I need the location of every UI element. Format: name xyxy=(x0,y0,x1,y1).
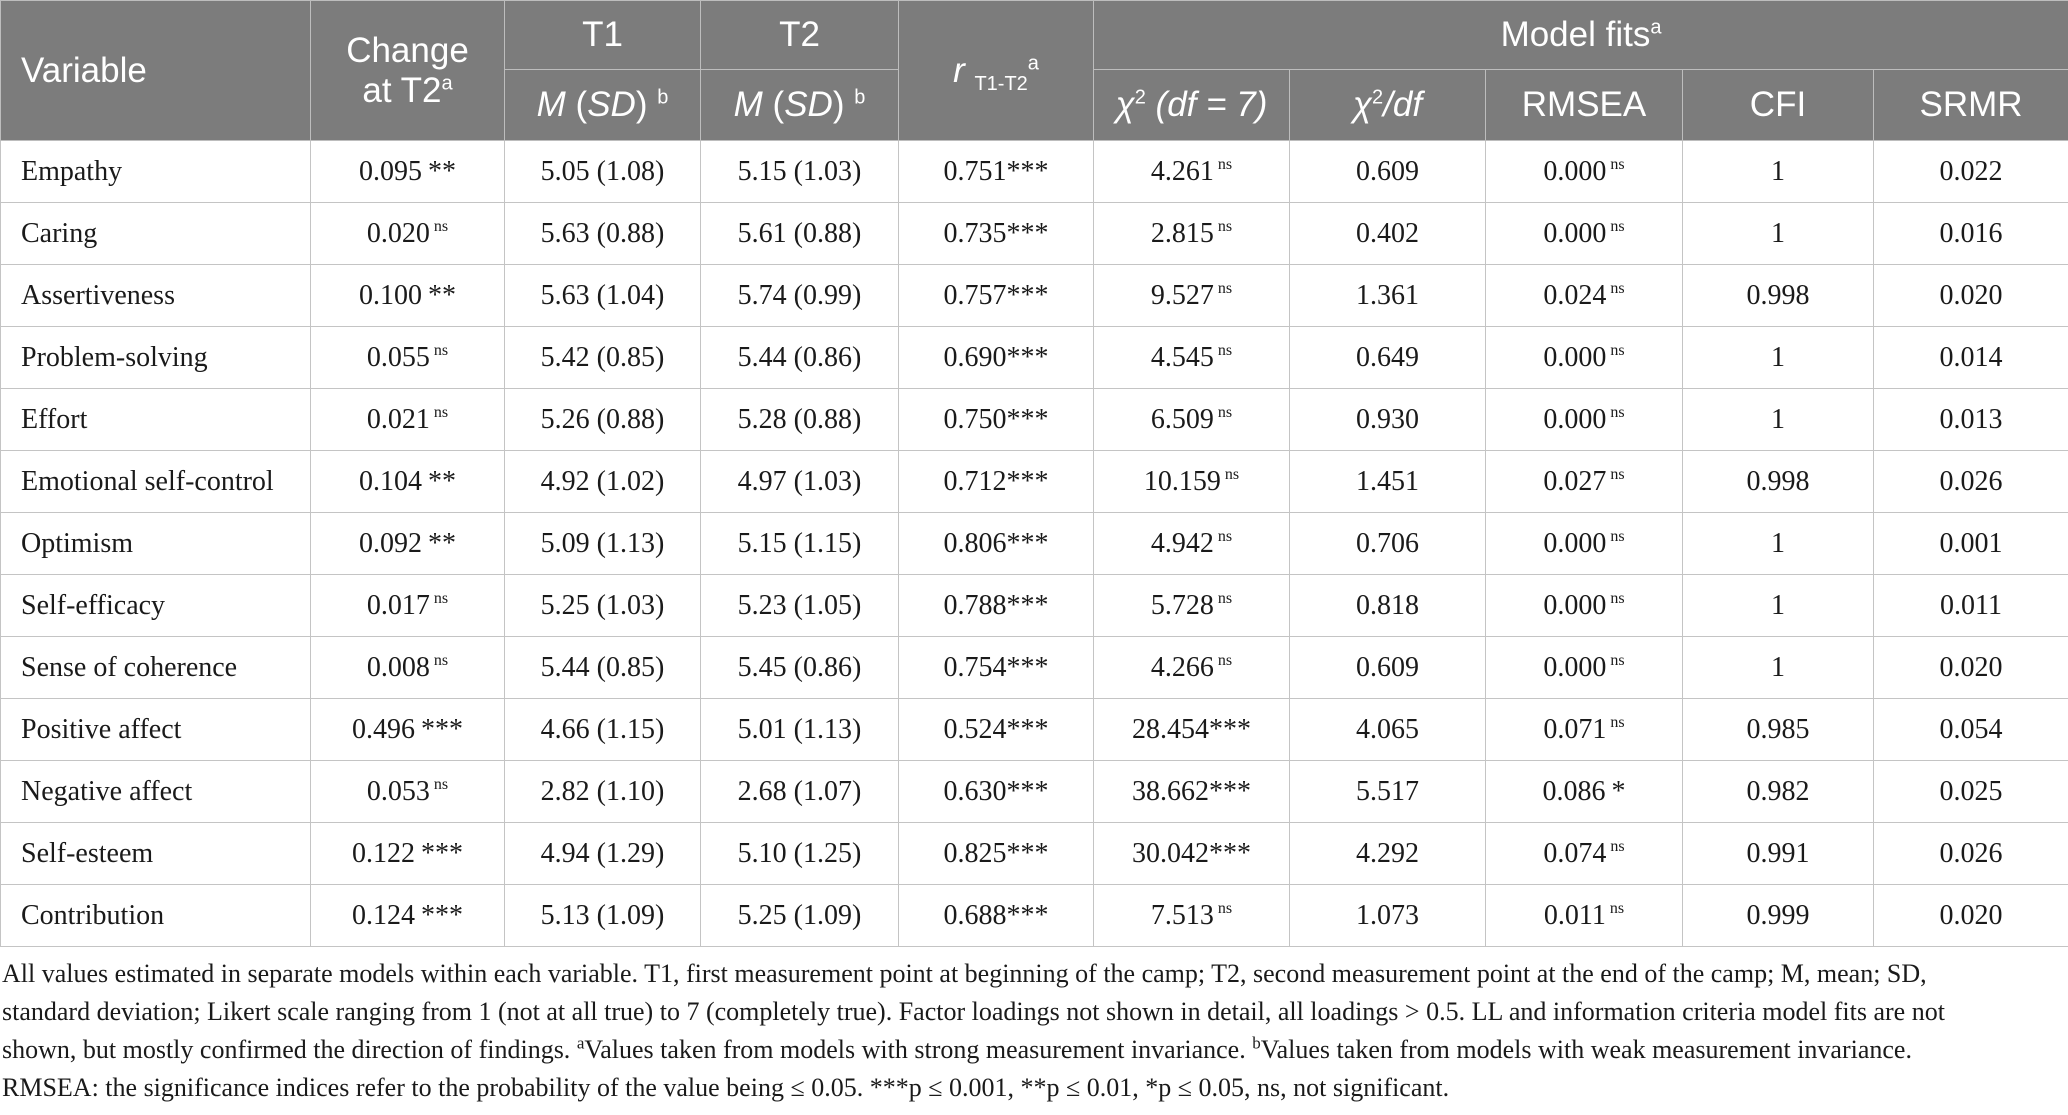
cell-srmr: 0.022 xyxy=(1874,141,2068,203)
cell-change xyxy=(311,823,505,885)
rmsea-value: 0.000 xyxy=(1543,155,1607,187)
significance-marker: ns xyxy=(1610,404,1625,422)
header-model-fits: Model fits$^a$ xyxy=(1094,1,2068,70)
significance-marker: ns xyxy=(1224,466,1240,484)
table-row xyxy=(1,699,2068,761)
cell-chi2 xyxy=(1094,451,1290,513)
change-value: 0.092 xyxy=(359,527,422,559)
cell-t2: 5.44 (0.86) xyxy=(701,327,899,389)
significance-marker: *** xyxy=(1209,713,1251,745)
significance-marker: ns xyxy=(433,776,449,794)
cell-t1: 2.82 (1.10) xyxy=(505,761,701,823)
chi2-value: 2.815 xyxy=(1150,217,1214,249)
cell-variable: Sense of coherence xyxy=(1,637,311,699)
cell-srmr: 0.014 xyxy=(1874,327,2068,389)
rmsea-value: 0.086 xyxy=(1542,775,1606,807)
cell-chi2 xyxy=(1094,637,1290,699)
significance-marker: ns xyxy=(1610,280,1625,298)
cell-r: 0.754*** xyxy=(899,637,1094,699)
change-value: 0.095 xyxy=(359,155,422,187)
cell-t1: 4.66 (1.15) xyxy=(505,699,701,761)
significance-marker: *** xyxy=(1209,775,1251,807)
cell-cfi: 1 xyxy=(1683,575,1874,637)
cell-chi2-df: 0.649 xyxy=(1290,327,1486,389)
cell-srmr: 0.011 xyxy=(1874,575,2068,637)
cell-cfi: 0.982 xyxy=(1683,761,1874,823)
significance-marker: *** xyxy=(421,837,463,869)
cell-cfi: 1 xyxy=(1683,327,1874,389)
cell-srmr: 0.020 xyxy=(1874,885,2068,947)
rmsea-value: 0.027 xyxy=(1543,465,1607,497)
cell-change xyxy=(311,141,505,203)
cell-variable: Optimism xyxy=(1,513,311,575)
chi2-value: 10.159 xyxy=(1143,465,1221,497)
change-value: 0.124 xyxy=(352,899,415,931)
header-t1: T1 xyxy=(505,1,701,70)
cell-cfi: 0.985 xyxy=(1683,699,1874,761)
significance-marker: ns xyxy=(433,652,449,670)
cell-chi2 xyxy=(1094,141,1290,203)
cell-srmr: 0.020 xyxy=(1874,265,2068,327)
cell-srmr: 0.001 xyxy=(1874,513,2068,575)
cell-t2: 4.97 (1.03) xyxy=(701,451,899,513)
cell-cfi: 0.998 xyxy=(1683,451,1874,513)
cell-srmr: 0.026 xyxy=(1874,451,2068,513)
cell-t2: 5.15 (1.03) xyxy=(701,141,899,203)
cell-rmsea xyxy=(1486,327,1683,389)
cell-srmr: 0.020 xyxy=(1874,637,2068,699)
header-variable: Variable xyxy=(1,1,311,141)
rmsea-value: 0.024 xyxy=(1543,279,1607,311)
cell-cfi: 0.999 xyxy=(1683,885,1874,947)
cell-chi2 xyxy=(1094,203,1290,265)
cell-rmsea xyxy=(1486,265,1683,327)
cell-change xyxy=(311,885,505,947)
change-value: 0.021 xyxy=(366,403,430,435)
cell-t1: 5.42 (0.85) xyxy=(505,327,701,389)
table-row xyxy=(1,327,2068,389)
change-value: 0.020 xyxy=(366,217,430,249)
chi2-value: 4.266 xyxy=(1150,651,1214,683)
rmsea-value: 0.000 xyxy=(1543,341,1607,373)
significance-marker: ns xyxy=(1610,714,1625,732)
table-row xyxy=(1,823,2068,885)
table-row xyxy=(1,885,2068,947)
cell-rmsea xyxy=(1486,637,1683,699)
cell-t1: 5.44 (0.85) xyxy=(505,637,701,699)
chi2-value: 4.545 xyxy=(1150,341,1214,373)
cell-t2: 2.68 (1.07) xyxy=(701,761,899,823)
significance-marker: ns xyxy=(433,590,449,608)
cell-chi2-df: 4.065 xyxy=(1290,699,1486,761)
cell-chi2-df: 0.930 xyxy=(1290,389,1486,451)
cell-cfi: 1 xyxy=(1683,637,1874,699)
cell-r: 0.712*** xyxy=(899,451,1094,513)
cell-variable: Caring xyxy=(1,203,311,265)
cell-t2: 5.61 (0.88) xyxy=(701,203,899,265)
cell-t2: 5.28 (0.88) xyxy=(701,389,899,451)
cell-r: 0.524*** xyxy=(899,699,1094,761)
cell-variable: Emotional self-control xyxy=(1,451,311,513)
header-cfi: CFI xyxy=(1683,70,1874,141)
cell-cfi: 0.998 xyxy=(1683,265,1874,327)
header-change: Change at T2$^a$ xyxy=(311,1,505,141)
cell-change xyxy=(311,513,505,575)
cell-srmr: 0.013 xyxy=(1874,389,2068,451)
table-row xyxy=(1,389,2068,451)
significance-marker: *** xyxy=(421,899,463,931)
cell-t1: 5.09 (1.13) xyxy=(505,513,701,575)
significance-marker: ns xyxy=(1217,590,1233,608)
cell-chi2-df: 0.706 xyxy=(1290,513,1486,575)
change-value: 0.104 xyxy=(359,465,422,497)
cell-variable: Self-efficacy xyxy=(1,575,311,637)
table-row xyxy=(1,203,2068,265)
significance-marker: ns xyxy=(1610,652,1625,670)
cell-t1: 5.63 (1.04) xyxy=(505,265,701,327)
chi2-value: 38.662 xyxy=(1132,775,1209,807)
significance-marker: ns xyxy=(1217,900,1233,918)
cell-rmsea xyxy=(1486,451,1683,513)
cell-change xyxy=(311,203,505,265)
significance-marker: ns xyxy=(1610,528,1625,546)
significance-marker: ns xyxy=(1217,404,1233,422)
rmsea-value: 0.000 xyxy=(1543,527,1607,559)
change-value: 0.122 xyxy=(352,837,415,869)
cell-r: 0.825*** xyxy=(899,823,1094,885)
cell-t2: 5.15 (1.15) xyxy=(701,513,899,575)
header-chi2: $\chi^2$ (df = 7) xyxy=(1094,70,1290,141)
cell-t1: 5.13 (1.09) xyxy=(505,885,701,947)
cell-t2: 5.23 (1.05) xyxy=(701,575,899,637)
rmsea-value: 0.000 xyxy=(1543,651,1607,683)
cell-t2: 5.25 (1.09) xyxy=(701,885,899,947)
cell-t1: 5.63 (0.88) xyxy=(505,203,701,265)
cell-rmsea xyxy=(1486,885,1683,947)
cell-change xyxy=(311,327,505,389)
significance-marker: ns xyxy=(1217,280,1233,298)
cell-cfi: 1 xyxy=(1683,141,1874,203)
cell-variable: Contribution xyxy=(1,885,311,947)
cell-t1: 5.26 (0.88) xyxy=(505,389,701,451)
significance-marker: ns xyxy=(1610,838,1625,856)
cell-chi2 xyxy=(1094,513,1290,575)
cell-variable: Effort xyxy=(1,389,311,451)
significance-marker: ** xyxy=(428,465,456,497)
cell-cfi: 0.991 xyxy=(1683,823,1874,885)
cell-t1: 4.94 (1.29) xyxy=(505,823,701,885)
cell-t1: 5.05 (1.08) xyxy=(505,141,701,203)
significance-marker: ns xyxy=(433,218,449,236)
chi2-value: 4.942 xyxy=(1150,527,1214,559)
cell-r: 0.751*** xyxy=(899,141,1094,203)
cell-rmsea xyxy=(1486,513,1683,575)
rmsea-value: 0.000 xyxy=(1543,403,1607,435)
significance-marker: ns xyxy=(433,342,449,360)
cell-chi2-df: 0.609 xyxy=(1290,141,1486,203)
significance-marker: ns xyxy=(1217,156,1233,174)
rmsea-value: 0.000 xyxy=(1543,589,1607,621)
cell-t2: 5.45 (0.86) xyxy=(701,637,899,699)
change-value: 0.055 xyxy=(366,341,430,373)
table-footnote xyxy=(0,947,2064,1107)
cell-cfi: 1 xyxy=(1683,513,1874,575)
cell-rmsea xyxy=(1486,761,1683,823)
cell-chi2-df: 1.073 xyxy=(1290,885,1486,947)
cell-variable: Positive affect xyxy=(1,699,311,761)
header-srmr: SRMR xyxy=(1874,70,2068,141)
cell-change xyxy=(311,575,505,637)
significance-marker: ns xyxy=(1610,156,1625,174)
chi2-value: 6.509 xyxy=(1150,403,1214,435)
cell-change xyxy=(311,761,505,823)
table-row xyxy=(1,141,2068,203)
cell-t1: 5.25 (1.03) xyxy=(505,575,701,637)
header-rmsea: RMSEA xyxy=(1486,70,1683,141)
significance-marker: * xyxy=(1611,775,1626,807)
rmsea-value: 0.000 xyxy=(1543,217,1607,249)
cell-change xyxy=(311,451,505,513)
significance-marker: ** xyxy=(428,155,456,187)
cell-chi2-df: 1.361 xyxy=(1290,265,1486,327)
table-row xyxy=(1,451,2068,513)
cell-r: 0.788*** xyxy=(899,575,1094,637)
cell-variable: Empathy xyxy=(1,141,311,203)
change-value: 0.017 xyxy=(366,589,430,621)
cell-cfi: 1 xyxy=(1683,203,1874,265)
cell-chi2 xyxy=(1094,699,1290,761)
significance-marker: *** xyxy=(1209,837,1251,869)
footnote-line-2: standard deviation; Likert scale ranging from 1 (not at all true) to 7 (completely true). Factor loadings not shown in detail, all loadings > 0.5. LL and information criteria model fits are not xyxy=(2,997,1945,1026)
chi2-value: 9.527 xyxy=(1150,279,1214,311)
cell-variable: Problem-solving xyxy=(1,327,311,389)
header-r: r $_{T1-T2}^a$ xyxy=(899,1,1094,141)
significance-marker: ns xyxy=(1610,218,1625,236)
significance-marker: ns xyxy=(1217,342,1233,360)
cell-chi2-df: 0.609 xyxy=(1290,637,1486,699)
cell-srmr: 0.026 xyxy=(1874,823,2068,885)
cell-t2: 5.10 (1.25) xyxy=(701,823,899,885)
rmsea-value: 0.074 xyxy=(1543,837,1607,869)
change-value: 0.496 xyxy=(352,713,415,745)
cell-rmsea xyxy=(1486,141,1683,203)
cell-variable: Self-esteem xyxy=(1,823,311,885)
table-row xyxy=(1,513,2068,575)
cell-r: 0.757*** xyxy=(899,265,1094,327)
table-row xyxy=(1,265,2068,327)
change-value: 0.053 xyxy=(366,775,430,807)
change-value: 0.100 xyxy=(359,279,422,311)
cell-change xyxy=(311,265,505,327)
cell-r: 0.688*** xyxy=(899,885,1094,947)
significance-marker: ns xyxy=(1610,590,1625,608)
significance-marker: ns xyxy=(1217,218,1233,236)
cell-chi2 xyxy=(1094,327,1290,389)
cell-r: 0.735*** xyxy=(899,203,1094,265)
cell-chi2-df: 1.451 xyxy=(1290,451,1486,513)
chi2-value: 28.454 xyxy=(1132,713,1209,745)
cell-change xyxy=(311,699,505,761)
cell-chi2-df: 0.402 xyxy=(1290,203,1486,265)
footnote-line-1: All values estimated in separate models within each variable. T1, first measurement point at beginning of the camp; T2, second measurement point at the end of the camp; M, mean; SD, xyxy=(2,959,1927,988)
cell-rmsea xyxy=(1486,575,1683,637)
cell-rmsea xyxy=(1486,699,1683,761)
cell-cfi: 1 xyxy=(1683,389,1874,451)
header-t2-msd: M (SD) $^b$ xyxy=(701,70,899,141)
table-body xyxy=(1,141,2068,947)
cell-variable: Negative affect xyxy=(1,761,311,823)
cell-chi2 xyxy=(1094,265,1290,327)
change-value: 0.008 xyxy=(366,651,430,683)
cell-rmsea xyxy=(1486,203,1683,265)
significance-marker: ns xyxy=(1217,528,1233,546)
cell-chi2 xyxy=(1094,885,1290,947)
header-t1-msd: M (SD) $^b$ xyxy=(505,70,701,141)
cell-r: 0.806*** xyxy=(899,513,1094,575)
footnote-line-3: shown, but mostly confirmed the direction of findings. $^a$Values taken from models with strong measurement invariance. $^b$Values taken from models with weak measurement invariance. xyxy=(2,1033,1912,1064)
chi2-value: 30.042 xyxy=(1132,837,1209,869)
significance-marker: ** xyxy=(428,279,456,311)
significance-marker: ns xyxy=(1217,652,1233,670)
cell-chi2 xyxy=(1094,389,1290,451)
cell-chi2 xyxy=(1094,823,1290,885)
cell-change xyxy=(311,637,505,699)
table-row xyxy=(1,575,2068,637)
header-chi2-df: $\chi^2/df$ xyxy=(1290,70,1486,141)
cell-srmr: 0.016 xyxy=(1874,203,2068,265)
cell-chi2-df: 0.818 xyxy=(1290,575,1486,637)
cell-chi2-df: 4.292 xyxy=(1290,823,1486,885)
cell-rmsea xyxy=(1486,823,1683,885)
cell-chi2-df: 5.517 xyxy=(1290,761,1486,823)
cell-t2: 5.01 (1.13) xyxy=(701,699,899,761)
rmsea-value: 0.071 xyxy=(1543,713,1607,745)
significance-marker: ** xyxy=(428,527,456,559)
cell-rmsea xyxy=(1486,389,1683,451)
cell-t2: 5.74 (0.99) xyxy=(701,265,899,327)
header-row-1 xyxy=(1,1,2068,70)
chi2-value: 5.728 xyxy=(1150,589,1214,621)
significance-marker: *** xyxy=(421,713,463,745)
significance-marker: ns xyxy=(1610,342,1625,360)
cell-r: 0.630*** xyxy=(899,761,1094,823)
cell-chi2 xyxy=(1094,575,1290,637)
significance-marker: ns xyxy=(433,404,449,422)
rmsea-value: 0.011 xyxy=(1543,899,1606,931)
cell-srmr: 0.025 xyxy=(1874,761,2068,823)
header-t2: T2 xyxy=(701,1,899,70)
table-row xyxy=(1,761,2068,823)
cell-variable: Assertiveness xyxy=(1,265,311,327)
cell-r: 0.750*** xyxy=(899,389,1094,451)
cell-change xyxy=(311,389,505,451)
significance-marker: ns xyxy=(1610,466,1625,484)
footnote-line-4: RMSEA: the significance indices refer to the probability of the value being ≤ 0.05. ***p ≤ 0.001, **p ≤ 0.01, *p ≤ 0.05, ns, not significant. xyxy=(2,1073,1450,1102)
chi2-value: 7.513 xyxy=(1150,899,1214,931)
cell-r: 0.690*** xyxy=(899,327,1094,389)
table-row xyxy=(1,637,2068,699)
chi2-value: 4.261 xyxy=(1150,155,1214,187)
cell-t1: 4.92 (1.02) xyxy=(505,451,701,513)
cell-chi2 xyxy=(1094,761,1290,823)
cell-srmr: 0.054 xyxy=(1874,699,2068,761)
significance-marker: ns xyxy=(1609,900,1625,918)
